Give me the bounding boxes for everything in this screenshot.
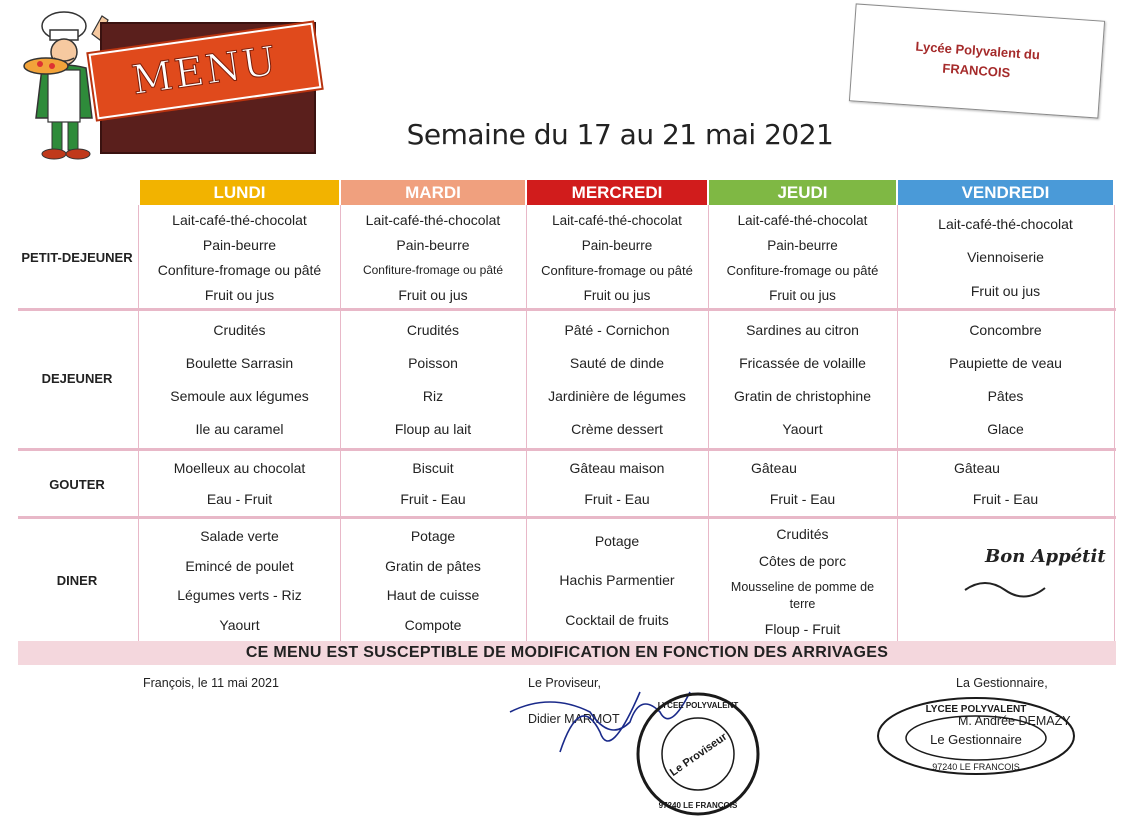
menu-item: Eau - Fruit <box>206 491 273 507</box>
menu-item: Floup - Fruit <box>764 621 841 637</box>
menu-item: Concombre <box>969 322 1042 338</box>
cell-dejeuner-mercredi <box>527 314 707 446</box>
menu-item: Lait-café-thé-chocolat <box>938 216 1073 233</box>
row-label-petit-dejeuner: PETIT-DEJEUNER <box>21 250 133 265</box>
menu-item: Potage <box>594 533 640 550</box>
menu-item: Crème dessert <box>571 421 663 437</box>
cell-petit-dejeuner-mardi <box>341 208 525 308</box>
cell-gouter-lundi <box>140 453 339 515</box>
cell-dejeuner-vendredi <box>898 314 1113 446</box>
menu-item: Sardines au citron <box>746 322 859 338</box>
svg-text:97240 LE FRANCOIS: 97240 LE FRANCOIS <box>658 801 738 810</box>
menu-item: Gratin de pâtes <box>385 557 481 574</box>
menu-item: Confiture-fromage ou pâté <box>726 263 879 278</box>
cell-petit-dejeuner-lundi <box>140 208 339 308</box>
day-header-jeudi <box>709 180 896 205</box>
cell-gouter-mardi <box>341 453 525 515</box>
cell-gouter-vendredi <box>898 453 1113 515</box>
menu-item: Fruit - Eau <box>584 491 650 507</box>
issue-date: François, le 11 mai 2021 <box>143 676 279 690</box>
gestionnaire-name: M. Andrée DEMAZY <box>958 714 1071 728</box>
menu-item: Côtes de porc <box>758 552 847 569</box>
menu-item: Pain-beurre <box>581 238 653 253</box>
menu-item: Fruit ou jus <box>769 288 836 303</box>
menu-item: Pâté - Cornichon <box>564 322 670 338</box>
cell-gouter-mercredi <box>527 453 707 515</box>
menu-item: Lait-café-thé-chocolat <box>552 213 682 228</box>
svg-text:LYCEE POLYVALENT: LYCEE POLYVALENT <box>657 701 739 710</box>
gestionnaire-title: La Gestionnaire, <box>956 676 1048 690</box>
menu-item: Gâteau <box>751 460 797 476</box>
cell-petit-dejeuner-mercredi <box>527 208 707 308</box>
menu-item: Poisson <box>408 355 458 371</box>
menu-item: Riz <box>422 388 444 404</box>
menu-item: terre <box>789 597 816 612</box>
menu-item: Crudités <box>213 322 266 338</box>
menu-item: Crudités <box>406 322 460 338</box>
menu-item: Gâteau maison <box>569 460 665 476</box>
menu-item: Fruit - Eau <box>972 491 1039 507</box>
menu-item: Haut de cuisse <box>386 587 480 604</box>
column-divider <box>1114 205 1115 641</box>
menu-item: Boulette Sarrasin <box>185 355 294 371</box>
row-divider <box>18 516 1116 519</box>
menu-sign-text: MENU <box>129 38 281 104</box>
menu-item: Confiture-fromage ou pâté <box>157 262 322 278</box>
column-divider <box>138 205 139 641</box>
menu-item: Biscuit <box>412 460 454 476</box>
menu-item: Pâtes <box>987 388 1024 404</box>
menu-item: Compote <box>404 616 462 633</box>
svg-text:Le Proviseur: Le Proviseur <box>667 730 730 779</box>
cell-gouter-jeudi <box>709 453 896 515</box>
menu-item: Jardinière de légumes <box>548 388 686 404</box>
menu-item: Crudités <box>776 526 829 542</box>
menu-item: Glace <box>987 421 1024 437</box>
menu-item: Lait-café-thé-chocolat <box>737 213 868 228</box>
menu-item: Lait-café-thé-chocolat <box>365 212 501 228</box>
row-label-dejeuner: DEJEUNER <box>41 371 113 386</box>
cell-diner-mardi <box>341 522 525 640</box>
menu-item: Semoule aux légumes <box>170 388 309 404</box>
gestionnaire-stamp <box>874 694 1078 776</box>
menu-item: Ile au caramel <box>195 421 284 437</box>
menu-item: Yaourt <box>782 421 823 437</box>
menu-item: Viennoiserie <box>967 249 1044 266</box>
cell-dejeuner-jeudi <box>709 314 896 446</box>
cell-dejeuner-mardi <box>341 314 525 446</box>
menu-item: Pain-beurre <box>767 238 838 253</box>
day-header-lundi <box>140 180 339 205</box>
day-label: VENDREDI <box>961 182 1050 202</box>
week-title: Semaine du 17 au 21 mai 2021 <box>406 118 834 151</box>
menu-item: Gâteau <box>954 460 1000 476</box>
menu-item: Fruit ou jus <box>398 287 468 303</box>
menu-item: Confiture-fromage ou pâté <box>541 263 693 278</box>
cell-petit-dejeuner-vendredi <box>898 208 1113 308</box>
menu-item: Floup au lait <box>394 421 472 437</box>
menu-item: Fruit - Eau <box>769 491 836 507</box>
day-label: JEUDI <box>777 182 828 202</box>
cell-diner-mercredi <box>527 522 707 640</box>
menu-item: Fricassée de volaille <box>739 355 866 371</box>
cell-diner-lundi <box>140 522 339 640</box>
day-header-mardi <box>341 180 525 205</box>
menu-item: Confiture-fromage ou pâté <box>362 263 504 277</box>
school-name-box <box>849 3 1105 118</box>
menu-item: Lait-café-thé-chocolat <box>172 212 307 228</box>
svg-text:97240 LE FRANCOIS: 97240 LE FRANCOIS <box>932 762 1020 772</box>
menu-item: Fruit - Eau <box>400 491 466 507</box>
day-label: MARDI <box>405 182 461 202</box>
menu-item: Fruit ou jus <box>970 282 1041 299</box>
menu-item: Emincé de poulet <box>185 557 294 574</box>
bon-appetit-illustration <box>955 540 1106 610</box>
row-divider <box>18 448 1116 451</box>
row-label-diner: DINER <box>56 573 98 588</box>
menu-item: Fruit ou jus <box>204 287 275 303</box>
cell-dejeuner-lundi <box>140 314 339 446</box>
row-divider <box>18 308 1116 311</box>
menu-item: Moelleux au chocolat <box>173 460 306 476</box>
proviseur-name: Didier MARMOT <box>528 712 620 726</box>
menu-item: Paupiette de veau <box>949 355 1062 371</box>
day-label: MERCREDI <box>571 182 663 202</box>
day-label: LUNDI <box>213 182 266 202</box>
day-header-mercredi <box>527 180 707 205</box>
menu-item: Potage <box>410 528 456 545</box>
menu-item: Gratin de christophine <box>734 388 871 404</box>
day-header-vendredi <box>898 180 1113 205</box>
menu-item: Pain-beurre <box>202 237 277 253</box>
menu-item: Cocktail de fruits <box>565 611 669 628</box>
cell-petit-dejeuner-jeudi <box>709 208 896 308</box>
menu-item: Légumes verts - Riz <box>177 587 302 604</box>
school-name-line1: Lycée Polyvalent du <box>915 38 1041 63</box>
menu-item: Fruit ou jus <box>583 288 651 303</box>
proviseur-title: Le Proviseur, <box>528 676 601 690</box>
svg-text:LYCEE POLYVALENT: LYCEE POLYVALENT <box>925 704 1027 715</box>
menu-item: Pain-beurre <box>396 237 470 253</box>
school-name-line2: FRANCOIS <box>941 60 1011 81</box>
svg-text:Le Gestionnaire: Le Gestionnaire <box>930 732 1022 747</box>
menu-item: Sauté de dinde <box>569 355 665 371</box>
cell-diner-jeudi <box>709 522 896 640</box>
proviseur-stamp <box>634 690 762 818</box>
bon-appetit-text: Bon Appétit <box>985 546 1106 567</box>
menu-item: Yaourt <box>219 616 260 633</box>
menu-item: Hachis Parmentier <box>559 572 675 589</box>
modification-warning: CE MENU EST SUSCEPTIBLE DE MODIFICATION EN FONCTION DES ARRIVAGES <box>18 641 1116 665</box>
row-label-gouter: GOUTER <box>49 477 105 492</box>
menu-item: Mousseline de pomme de <box>730 579 875 594</box>
menu-item: Salade verte <box>200 528 279 545</box>
